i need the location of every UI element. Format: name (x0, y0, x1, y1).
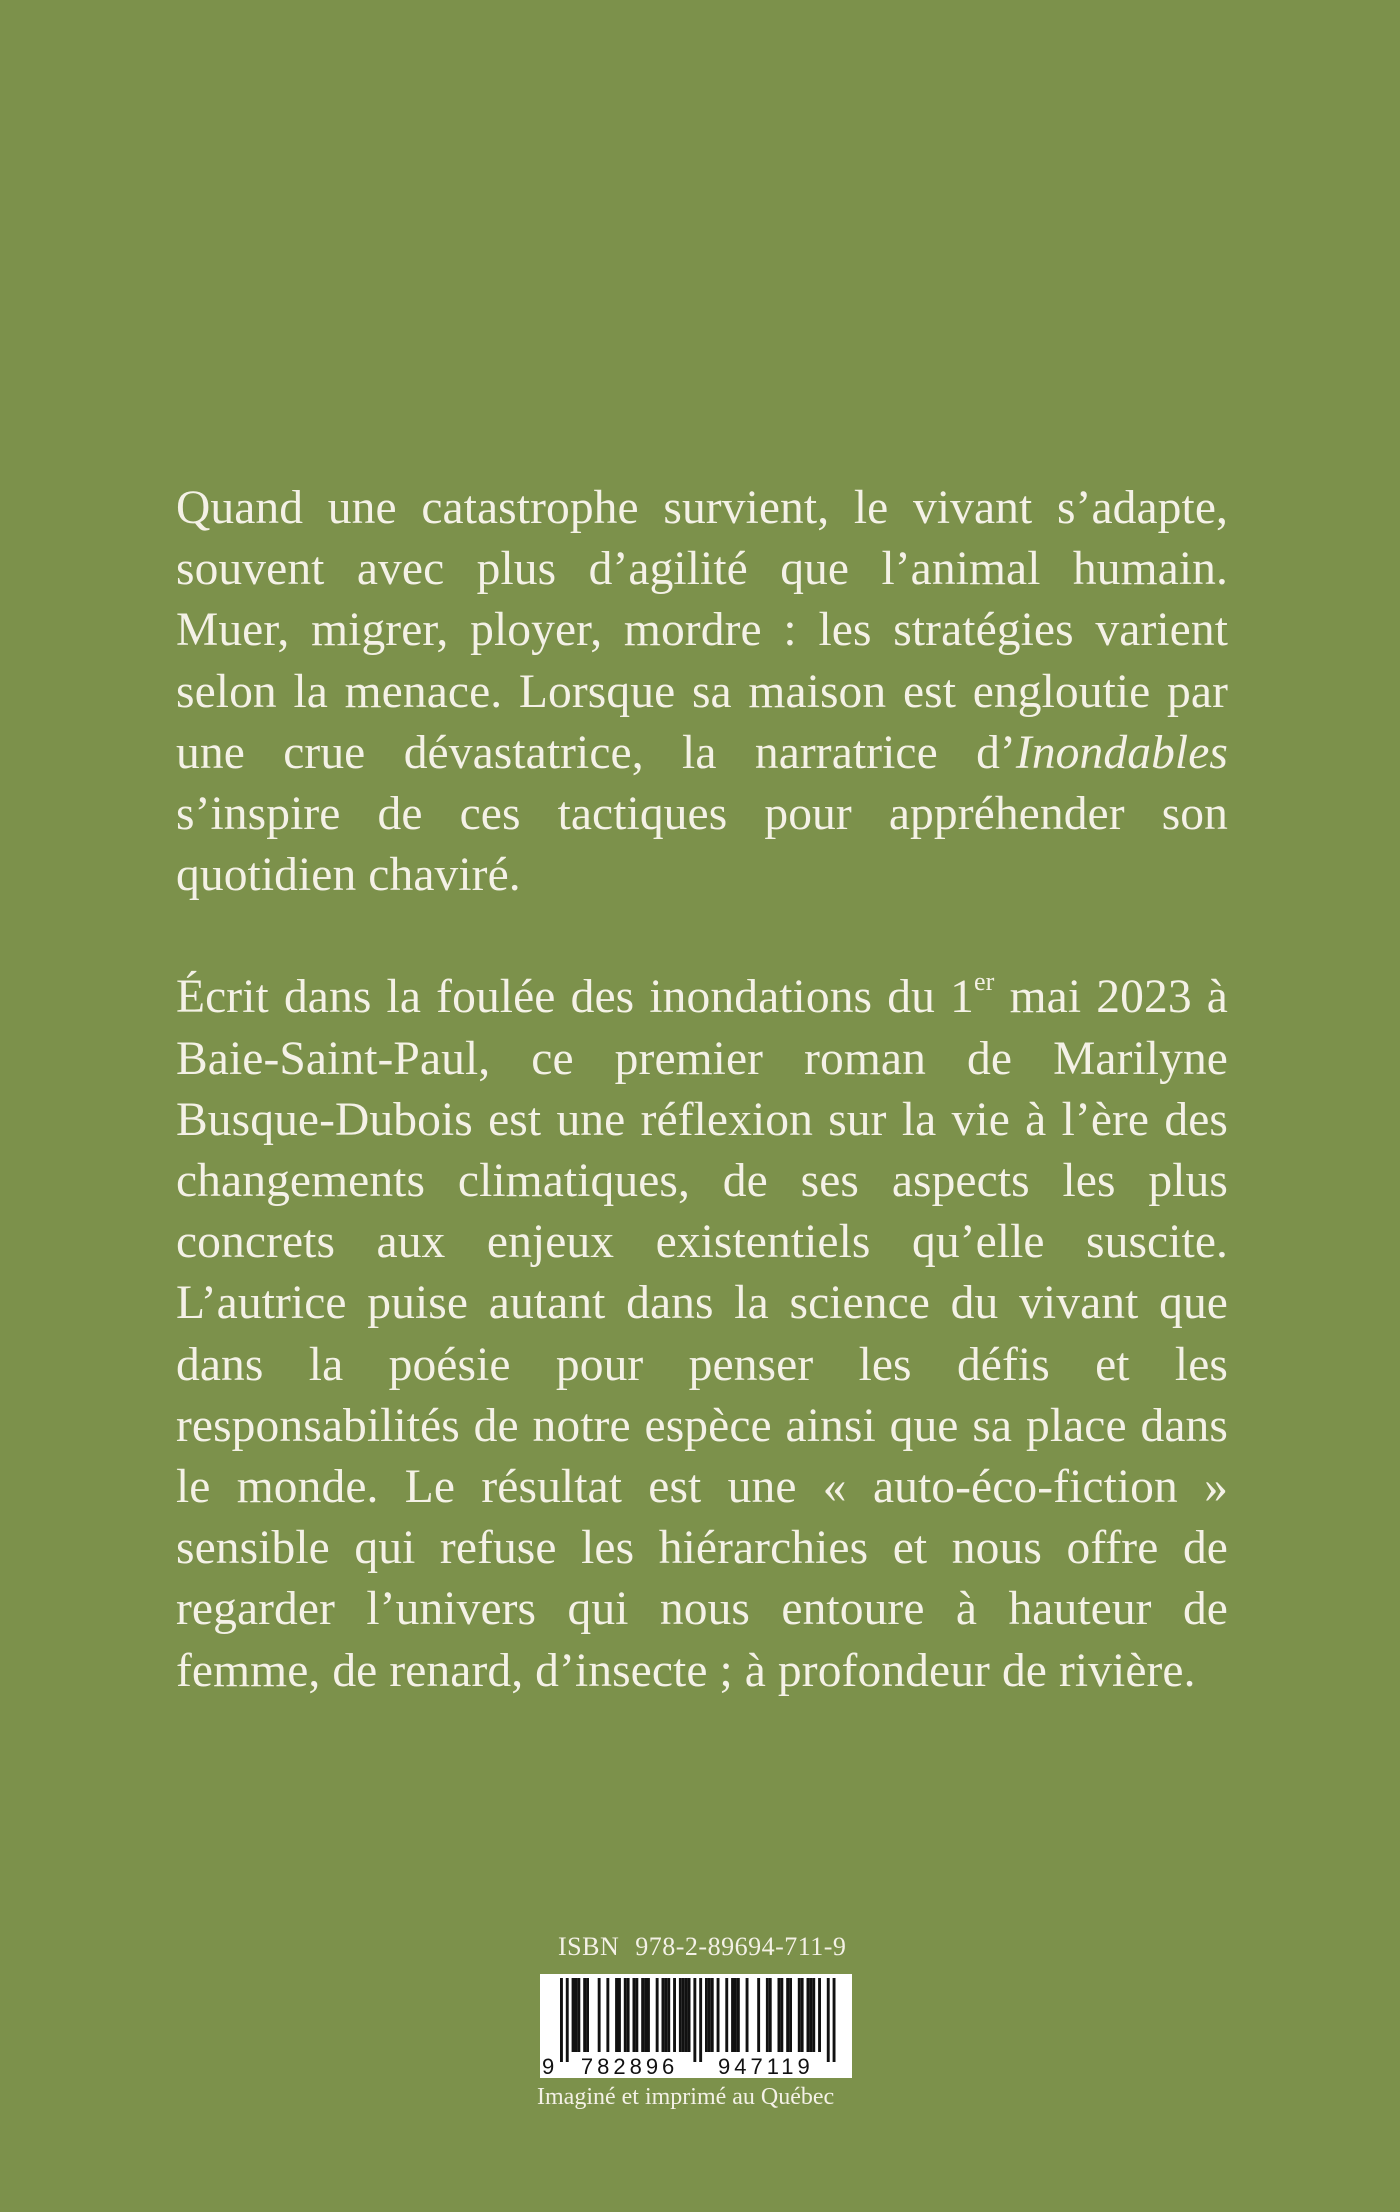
barcode (540, 1974, 852, 2078)
barcode-bar (786, 1978, 789, 2052)
barcode-bar (693, 1978, 696, 2062)
barcode-left-digits: 782896 (580, 2054, 679, 2078)
barcode-bar (801, 1978, 804, 2052)
barcode-bar (711, 1978, 714, 2052)
barcode-first-digit: 9 (542, 2054, 555, 2078)
barcode-bar (705, 1978, 708, 2052)
barcode-bar (583, 1978, 586, 2052)
barcode-bar (667, 1978, 670, 2052)
barcode-bar (737, 1978, 740, 2052)
blurb-p2-text-end: mai 2023 à Baie-Saint-Paul, ce premier roman de Marilyne Busque-Dubois est une réflexion sur la vie à l’ère des changements climatiques, de ses aspects les plus concrets aux enjeux existentiels qu’elle suscite. L’autrice puise autant dans la science du vivant que dans la poésie pour penser les défis et les responsabilités de notre espèce ainsi que sa place dans le monde. Le résultat est une « auto-éco-fiction » sensible qui refuse les hiérarchies et nous offre de regarder l’univers qui nous entoure à hauteur de femme, de renard, d’insecte ; à profondeur de rivière. (176, 971, 1228, 1697)
barcode-bar (725, 1978, 728, 2052)
barcode-bar (679, 1978, 682, 2052)
barcode-bar (644, 1978, 647, 2052)
barcode-bar (662, 1978, 665, 2052)
blurb-p2-text-start: Écrit dans la foulée des inondations du 1 (176, 971, 974, 1024)
barcode-bar (560, 1978, 563, 2062)
blurb-p1-text-start: Quand une catastrophe survient, le vivant s’adapte, souvent avec plus d’agilité que l’animal humain. Muer, migrer, ployer, mordre : les stratégies varient selon la menace. Lorsque sa maison est engloutie par une crue dévastatrice, la narratrice d’ (176, 482, 1228, 779)
barcode-bar (807, 1978, 810, 2052)
isbn-number: 978-2-89694-711-9 (635, 1932, 847, 1961)
blurb-p1-text-end: s’inspire de ces tactiques pour appréhender son quotidien chaviré. (176, 788, 1228, 902)
barcode-bar (575, 1978, 578, 2052)
barcode-bar (812, 1978, 815, 2052)
barcode-bar (688, 1978, 691, 2052)
barcode-bar (598, 1978, 601, 2052)
barcode-bar (572, 1978, 575, 2052)
barcode-bar (577, 1978, 580, 2052)
barcode-bar (673, 1978, 676, 2052)
barcode-bar (633, 1978, 636, 2052)
barcode-bar (746, 1978, 749, 2052)
barcode-bar (818, 1978, 821, 2052)
blurb-paragraph-1 (176, 478, 1228, 906)
barcode-bar (699, 1978, 702, 2062)
barcode-bar (685, 1978, 688, 2052)
barcode-graphic (540, 1974, 852, 2078)
barcode-bar (566, 1978, 569, 2062)
barcode-bar (717, 1978, 720, 2052)
isbn-label: ISBN (558, 1932, 620, 1961)
barcode-bar (766, 1978, 769, 2052)
barcode-bar (627, 1978, 630, 2052)
barcode-bar (615, 1978, 618, 2052)
barcode-bar (656, 1978, 659, 2052)
back-cover-blurb (176, 478, 1228, 1702)
barcode-bar (618, 1978, 621, 2052)
barcode-bar (731, 1978, 734, 2052)
barcode-bar (641, 1978, 644, 2052)
barcode-bar (734, 1978, 737, 2052)
barcode-bar (647, 1978, 650, 2052)
book-title: Inondables (1015, 726, 1228, 779)
barcode-bar (780, 1978, 783, 2052)
blurb-paragraph-2 (176, 967, 1228, 1701)
barcode-bar (789, 1978, 792, 2052)
barcode-bar (624, 1978, 627, 2052)
barcode-bar (586, 1978, 589, 2052)
barcode-bar (757, 1978, 760, 2052)
barcode-bar (682, 1978, 685, 2052)
isbn-text (558, 1932, 846, 1962)
barcode-bar (635, 1978, 638, 2052)
barcode-bar (708, 1978, 711, 2052)
barcode-bar (778, 1978, 781, 2052)
barcode-bar (809, 1978, 812, 2052)
barcode-bar (606, 1978, 609, 2052)
barcode-bar (769, 1978, 772, 2052)
barcode-right-digits: 947119 (718, 2054, 814, 2078)
ordinal-superscript: er (973, 967, 995, 997)
barcode-bar (833, 1978, 836, 2062)
barcode-bar (827, 1978, 830, 2062)
printed-in-quebec-note: Imaginé et imprimé au Québec (537, 2084, 835, 2110)
barcode-bar (798, 1978, 801, 2052)
barcode-bar (664, 1978, 667, 2052)
